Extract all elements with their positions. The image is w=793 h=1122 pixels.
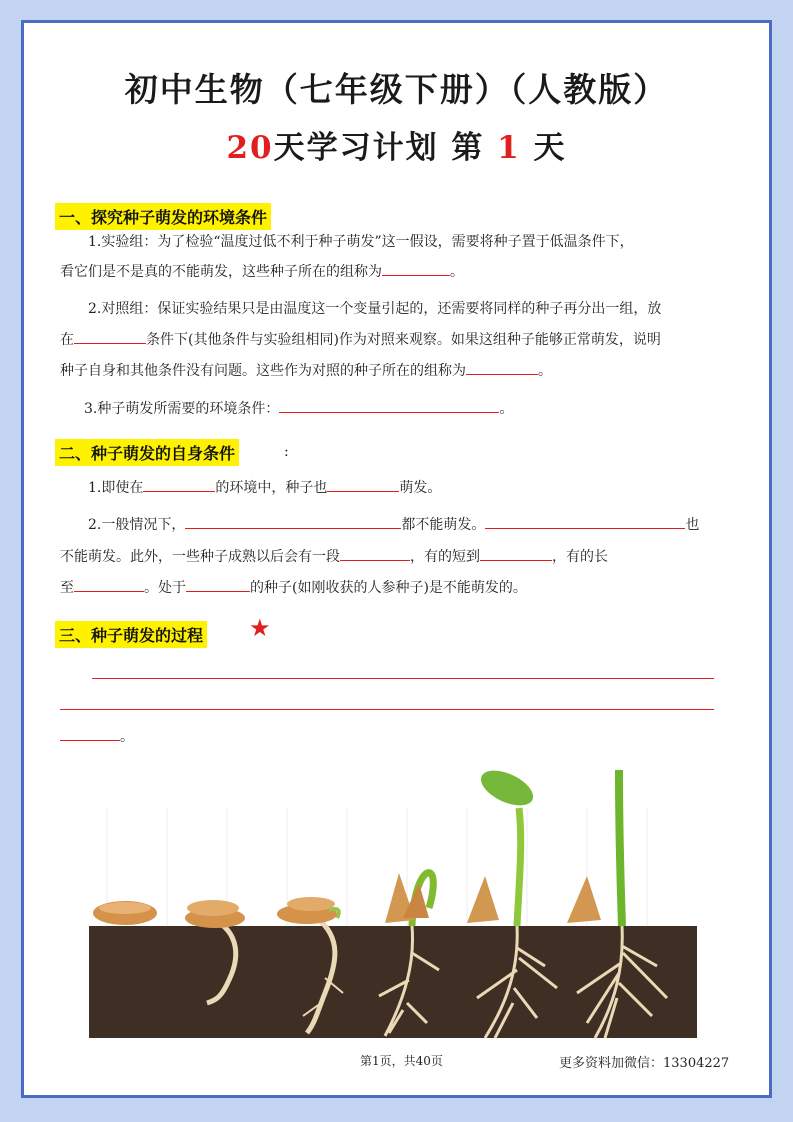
s2-item2-pre: 2.一般情况下， bbox=[88, 517, 186, 533]
blank-control-group[interactable] bbox=[466, 357, 538, 375]
s2-item1 bbox=[88, 473, 765, 504]
blank-may-not[interactable] bbox=[327, 474, 399, 492]
s2-item2-line2 bbox=[60, 542, 765, 573]
s1-item3-end: 。 bbox=[499, 401, 514, 417]
s1-item1-line1: 1.实验组：为了检验“温度过低不利于种子萌发”这一假设，需要将种子置于低温条件下， bbox=[88, 234, 634, 250]
s2-item2-line3 bbox=[60, 573, 765, 604]
blank-experimental-group[interactable] bbox=[382, 258, 450, 276]
s2-item1-mid: 的环境中，种子也 bbox=[215, 480, 328, 496]
page-subtitle bbox=[0, 122, 793, 167]
s1-item2-end: 。 bbox=[538, 363, 552, 379]
s1-item3-text: 3.种子萌发所需要的环境条件： bbox=[84, 401, 280, 417]
blank-normal-condition[interactable] bbox=[74, 326, 146, 344]
day-count: 20 bbox=[226, 130, 274, 166]
s1-item1-end: 。 bbox=[450, 264, 464, 280]
answer-line-3[interactable] bbox=[60, 740, 120, 741]
s3-end: 。 bbox=[120, 729, 134, 745]
answer-line-2[interactable] bbox=[60, 709, 714, 710]
section2-colon: : bbox=[284, 444, 289, 460]
star-icon: ★ bbox=[249, 614, 271, 642]
s1-item2-post: 条件下(其他条件与实验组相同)作为对照来观察。如果这组种子能够正常萌发，说明 bbox=[146, 332, 661, 348]
seed-stage-1 bbox=[93, 901, 157, 925]
subtitle-text: 天学习计划 第 bbox=[273, 130, 485, 166]
seed-germination-illustration bbox=[67, 748, 707, 1048]
section2-heading-text: 二、种子萌发的自身条件 bbox=[59, 444, 236, 463]
blank-suitable-env[interactable] bbox=[143, 474, 215, 492]
s1-item1-text: 看它们是不是真的不能萌发，这些种子所在的组称为 bbox=[60, 264, 382, 280]
s1-item1-line2 bbox=[60, 257, 765, 288]
blank-dormancy[interactable] bbox=[340, 543, 410, 561]
s2-item2-end: 也 bbox=[685, 517, 700, 533]
s1-item2-line1: 2.对照组：保证实验结果只是由温度这一个变量引起的，还需要将同样的种子再分出一组，放 bbox=[88, 301, 662, 317]
s1-item2-line3 bbox=[60, 356, 765, 387]
s2-line3-c: 的种子(如刚收获的人参种子)是不能萌发的。 bbox=[250, 580, 527, 596]
s2-line2-b: ，有的短到 bbox=[410, 549, 480, 565]
contact-info: 更多资料加微信：13304227 bbox=[559, 1056, 730, 1071]
s2-item1-pre: 1.即使在 bbox=[88, 480, 144, 496]
section1-heading: 一、探究种子萌发的环境条件 bbox=[55, 203, 271, 230]
day-number: 1 bbox=[497, 130, 521, 166]
blank-long-period[interactable] bbox=[74, 574, 144, 592]
section2-heading bbox=[55, 439, 239, 466]
s1-item2-line2 bbox=[60, 325, 765, 356]
s2-line3-b: 。处于 bbox=[144, 580, 186, 596]
page-number: 第1页，共40页 bbox=[360, 1054, 443, 1068]
blank-dormant-seeds[interactable] bbox=[485, 511, 685, 529]
section3-heading: 三、种子萌发的过程 bbox=[55, 621, 207, 648]
blank-dormant-state[interactable] bbox=[186, 574, 250, 592]
s2-line2-c: ，有的长 bbox=[552, 549, 608, 565]
s2-item2-line1 bbox=[88, 510, 765, 541]
s2-line3-a: 至 bbox=[60, 580, 74, 596]
answer-line-1[interactable] bbox=[92, 678, 714, 679]
s2-line2-a: 不能萌发。此外，一些种子成熟以后会有一段 bbox=[60, 549, 340, 565]
blank-environment-conditions[interactable] bbox=[279, 395, 499, 413]
page-title: 初中生物（七年级下册）（人教版） bbox=[124, 70, 669, 109]
s1-item3 bbox=[84, 394, 765, 425]
blank-damaged-embryo[interactable] bbox=[185, 511, 401, 529]
s1-item2-text: 种子自身和其他条件没有问题。这些作为对照的种子所在的组称为 bbox=[60, 363, 466, 379]
s1-item2-pre: 在 bbox=[60, 332, 74, 348]
subtitle-end: 天 bbox=[533, 130, 567, 166]
s2-item2-mid: 都不能萌发。 bbox=[401, 517, 486, 533]
blank-short-period[interactable] bbox=[480, 543, 552, 561]
s2-item1-end: 萌发。 bbox=[399, 480, 442, 496]
